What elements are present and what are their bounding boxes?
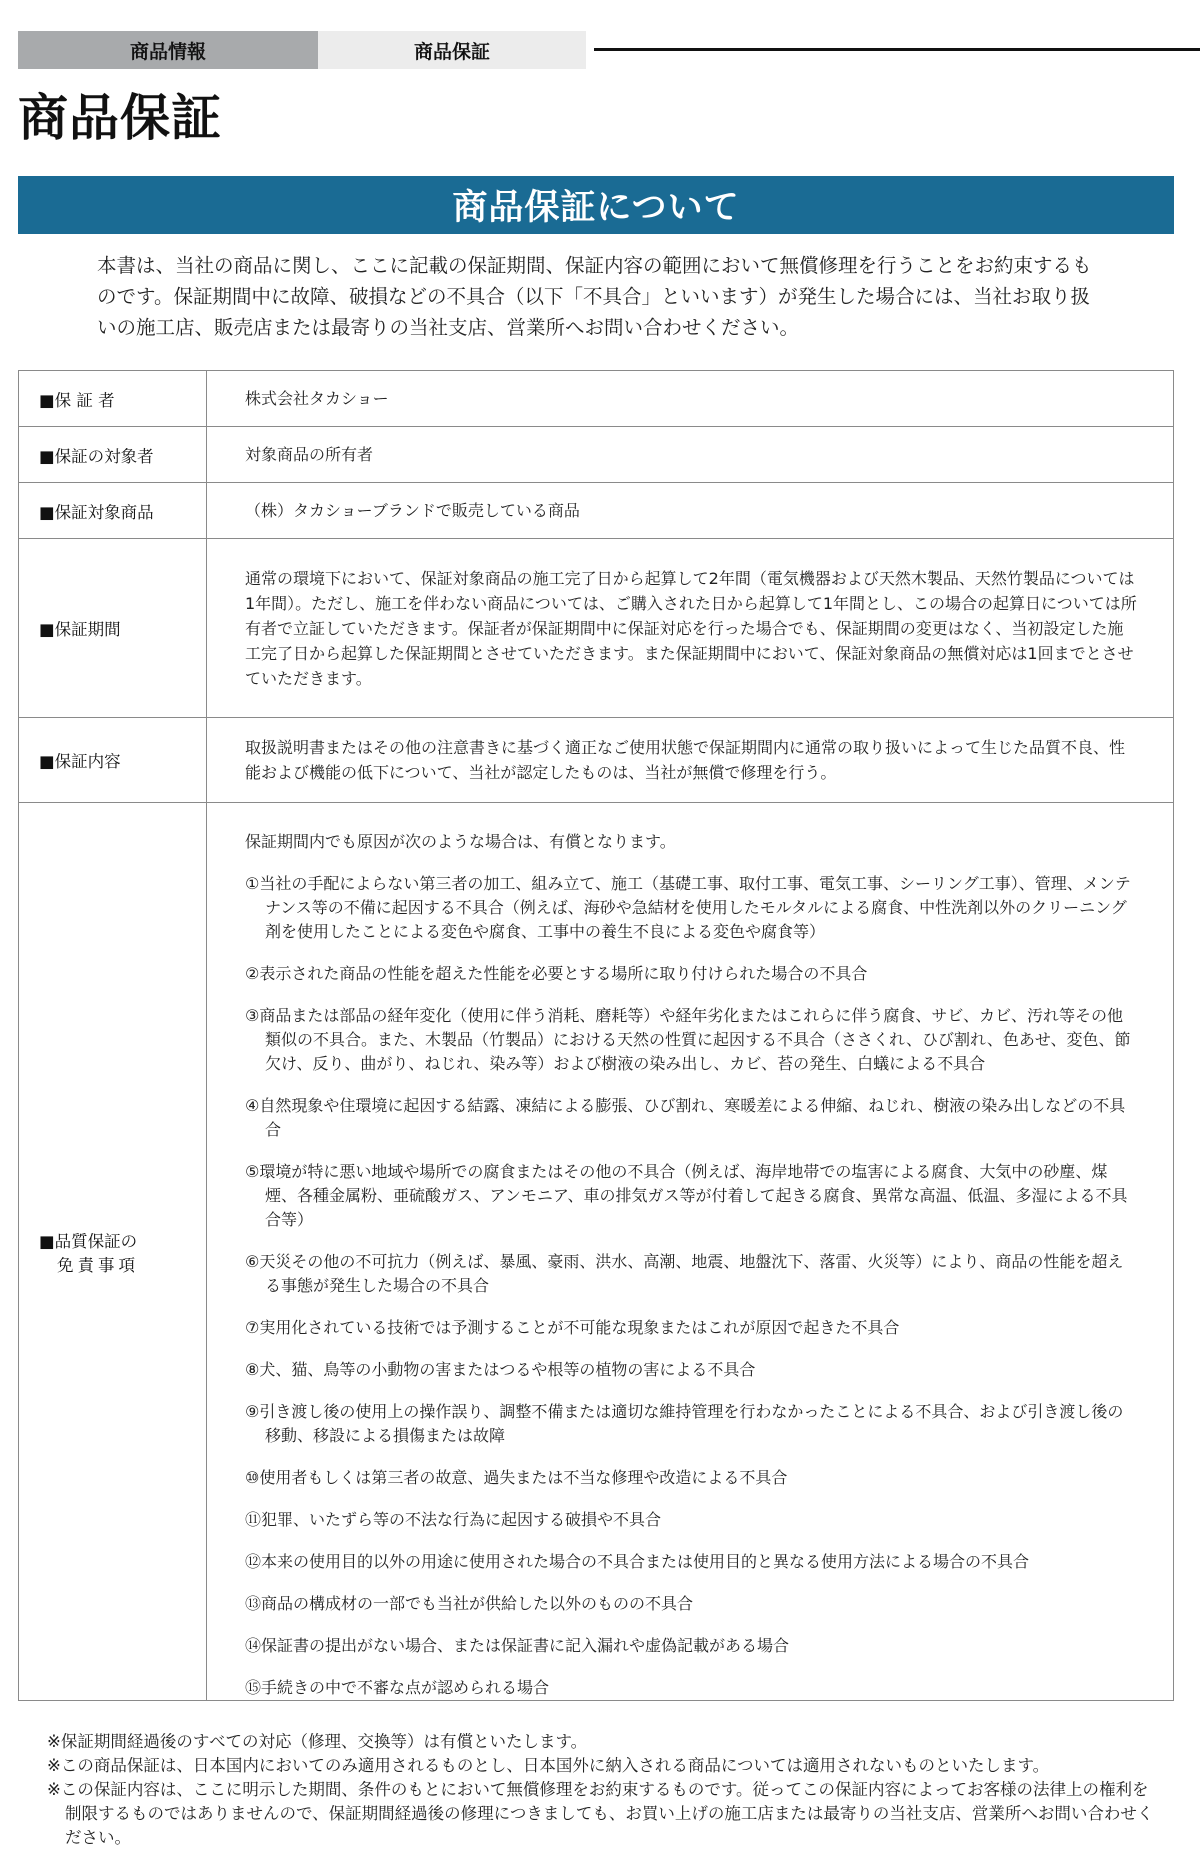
tab-product-warranty[interactable]: 商品保証	[318, 31, 586, 69]
list-item: ①当社の手配によらない第三者の加工、組み立て、施工（基礎工事、取付工事、電気工事、シーリング工事）、管理、メンテナンス等の不備に起因する不具合（例えば、海砂や急結材を使用したモルタルによる腐食、中性洗剤以外のクリーニング剤を使用したことによる変色や腐食、工事中の養生不良による変色や腐食等）	[245, 874, 1131, 941]
table-row	[19, 483, 1174, 539]
row-label: ■保証期間	[19, 539, 207, 718]
list-item: ⑭保証書の提出がない場合、または保証書に記入漏れや虚偽記載がある場合	[245, 1636, 790, 1655]
row-label: ■保証内容	[19, 718, 207, 803]
list-item: ⑧犬、猫、鳥等の小動物の害またはつるや根等の植物の害による不具合	[245, 1360, 756, 1379]
tab-divider	[594, 48, 1200, 51]
row-label: ■保証対象商品	[19, 483, 207, 539]
list-item: ⑨引き渡し後の使用上の操作誤り、調整不備または適切な維持管理を行わなかったことによる不具合、および引き渡し後の移動、移設による損傷または故障	[245, 1402, 1124, 1445]
table-row	[19, 803, 1174, 1701]
footnote: ※保証期間経過後のすべての対応（修理、交換等）は有償といたします。	[47, 1732, 588, 1751]
row-label: ■保 証 者	[19, 371, 207, 427]
exemption-label-line1: ■品質保証の	[39, 1231, 138, 1251]
warranty-table	[18, 370, 1174, 1701]
tab-bar	[18, 31, 586, 69]
exemption-list	[245, 872, 1137, 1700]
page-title: 商品保証	[18, 89, 222, 147]
footnote: ※この商品保証は、日本国内においてのみ適用されるものとし、日本国外に納入される商品については適用されないものといたします。	[47, 1756, 1050, 1775]
row-value	[207, 803, 1174, 1701]
list-item: ④自然現象や住環境に起因する結露、凍結による膨張、ひび割れ、寒暖差による伸縮、ねじれ、樹液の染み出しなどの不具合	[245, 1096, 1126, 1139]
footnotes	[47, 1730, 1157, 1850]
exemption-label-line2: 免責事項	[57, 1255, 139, 1275]
row-value: （株）タカショーブランドで販売している商品	[207, 483, 1174, 539]
tab-product-info[interactable]: 商品情報	[18, 31, 318, 69]
row-value: 取扱説明書またはその他の注意書きに基づく適正なご使用状態で保証期間内に通常の取り扱いによって生じた品質不良、性能および機能の低下について、当社が認定したものは、当社が無償で修理を行う。	[207, 718, 1174, 803]
table-row	[19, 718, 1174, 803]
list-item: ⑮手続きの中で不審な点が認められる場合	[245, 1678, 550, 1697]
list-item: ⑩使用者もしくは第三者の故意、過失または不当な修理や改造による不具合	[245, 1468, 788, 1487]
list-item: ⑪犯罪、いたずら等の不法な行為に起因する破損や不具合	[245, 1510, 662, 1529]
row-value: 株式会社タカショー	[207, 371, 1174, 427]
table-row	[19, 427, 1174, 483]
section-banner: 商品保証について	[18, 176, 1174, 234]
list-item: ⑤環境が特に悪い地域や場所での腐食またはその他の不具合（例えば、海岸地帯での塩害による腐食、大気中の砂塵、煤煙、各種金属粉、亜硫酸ガス、アンモニア、車の排気ガス等が付着して起きる腐食、異常な高温、低温、多湿による不具合等）	[245, 1162, 1128, 1229]
intro-text: 本書は、当社の商品に関し、ここに記載の保証期間、保証内容の範囲において無償修理を行うことをお約束するものです。保証期間中に故障、破損などの不具合（以下「不具合」といいます）が発生した場合には、当社お取り扱いの施工店、販売店または最寄りの当社支店、営業所へお問い合わせください。	[97, 254, 1092, 339]
row-value: 通常の環境下において、保証対象商品の施工完了日から起算して2年間（電気機器および天然木製品、天然竹製品については1年間）。ただし、施工を伴わない商品については、ご購入された日から起算して1年間とし、この場合の起算日については所有者で立証していただきます。保証者が保証期間中に保証対応を行った場合でも、保証期間の変更はなく、当初設定した施工完了日から起算した保証期間とさせていただきます。また保証期間中において、保証対象商品の無償対応は1回までとさせていただきます。	[207, 539, 1174, 718]
list-item: ⑦実用化されている技術では予測することが不可能な現象またはこれが原因で起きた不具合	[245, 1318, 900, 1337]
footnote: ※この保証内容は、ここに明示した期間、条件のもとにおいて無償修理をお約束するものです。従ってこの保証内容によってお客様の法律上の権利を制限するものではありませんので、保証期間経過後の修理につきましても、お買い上げの施工店または最寄りの当社支店、営業所へお問い合わせください。	[47, 1780, 1154, 1847]
list-item: ⑫本来の使用目的以外の用途に使用された場合の不具合または使用目的と異なる使用方法による場合の不具合	[245, 1552, 1030, 1571]
row-label	[19, 803, 207, 1701]
table-row	[19, 371, 1174, 427]
list-item: ③商品または部品の経年変化（使用に伴う消耗、磨耗等）や経年劣化またはこれらに伴う腐食、サビ、カビ、汚れ等その他類似の不具合。また、木製品（竹製品）における天然の性質に起因する不具合（ささくれ、ひび割れ、色あせ、変色、節欠け、反り、曲がり、ねじれ、染み等）および樹液の染み出し、カビ、苔の発生、白蟻による不具合	[245, 1006, 1131, 1073]
list-item: ⑥天災その他の不可抗力（例えば、暴風、豪雨、洪水、高潮、地震、地盤沈下、落雷、火災等）により、商品の性能を超える事態が発生した場合の不具合	[245, 1252, 1124, 1295]
table-row	[19, 539, 1174, 718]
row-label: ■保証の対象者	[19, 427, 207, 483]
list-item: ②表示された商品の性能を超えた性能を必要とする場所に取り付けられた場合の不具合	[245, 964, 868, 983]
exemption-lead: 保証期間内でも原因が次のような場合は、有償となります。	[245, 832, 676, 851]
list-item: ⑬商品の構成材の一部でも当社が供給した以外のものの不具合	[245, 1594, 694, 1613]
row-value: 対象商品の所有者	[207, 427, 1174, 483]
